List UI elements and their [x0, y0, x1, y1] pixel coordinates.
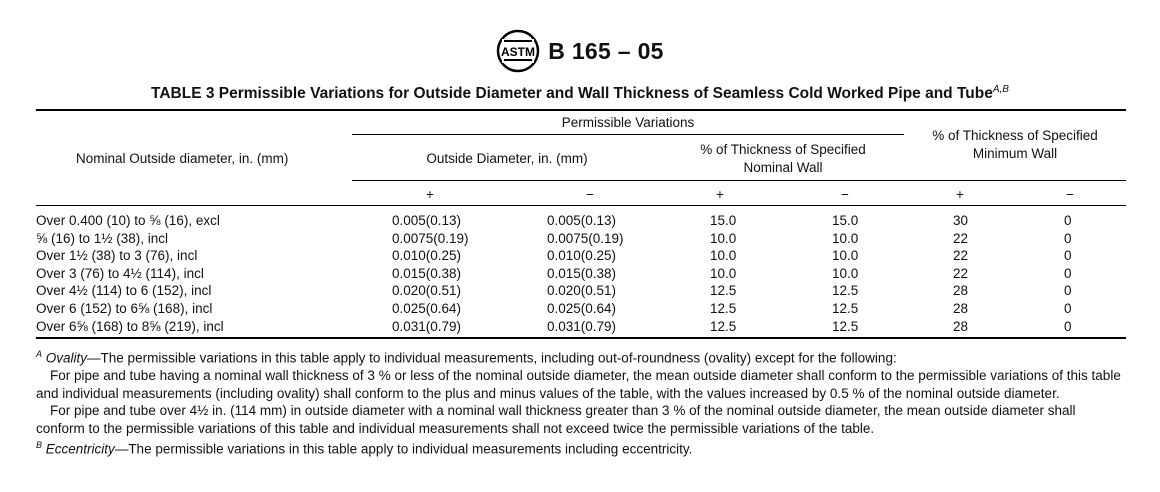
- table-cell-mw-minus: 0: [1064, 230, 1072, 246]
- table-cell-od-plus: 0.015(0.38): [392, 265, 462, 281]
- plus-minus-rule: [36, 205, 1126, 206]
- table-cell-nw-plus: 15.0: [710, 213, 737, 228]
- header-nw-minus: −: [841, 187, 849, 202]
- permissible-variations-rule: [352, 134, 904, 135]
- table-cell-od-minus: 0.0075(0.19): [547, 230, 624, 246]
- header-mw-plus: +: [956, 187, 964, 202]
- table-cell-nw-plus: 10.0: [710, 248, 737, 264]
- header-mw-minus: −: [1066, 187, 1074, 202]
- header-nw-plus: +: [716, 187, 724, 202]
- table-cell-mw-plus: 22: [953, 230, 969, 246]
- astm-logo-icon: [496, 29, 540, 73]
- table-cell-mw-minus: 0: [1064, 248, 1072, 264]
- footnote-b-marker: B: [36, 440, 43, 451]
- table-cell-nw-plus: 12.5: [710, 283, 737, 299]
- table-cell-nw-minus: 10.0: [832, 265, 859, 281]
- table-cell-nw-plus: 12.5: [710, 301, 737, 316]
- table-cell-od-minus: 0.025(0.64): [547, 301, 617, 316]
- table-cell-mw-plus: 28: [953, 318, 969, 334]
- table-cell-nw-minus: 12.5: [832, 301, 859, 316]
- header-minimum-wall-line1: % of Thickness of Specified: [932, 128, 1098, 143]
- table-cell-mw-plus: 28: [953, 301, 969, 316]
- footnote-b-title: Eccentricity: [45, 441, 115, 457]
- footnote-a-marker: A: [36, 349, 43, 359]
- table-cell-nw-minus: 10.0: [832, 248, 859, 264]
- table-title-text: TABLE 3 Permissible Variations for Outside Diameter and Wall Thickness of Seamless Cold Worked Pipe and Tube: [151, 85, 993, 103]
- header-nominal-diameter: Nominal Outside diameter, in. (mm): [76, 151, 289, 166]
- table-bottom-rule: [36, 337, 1126, 339]
- document-id: B 165 – 05: [548, 37, 664, 64]
- table-title-footnote-marker: A,B: [992, 84, 1009, 95]
- table-cell-mw-minus: 0: [1064, 301, 1072, 316]
- footnote-a-paragraph-1: For pipe and tube having a nominal wall thickness of 3 % or less of the nominal outside diameter, the mean outside diameter shall conform to the permissible variations of this table and individual measurements (including ovality) shall conform to the plus and minus values of the table, with the values increased by 0.5 % of the nominal outside diameter.: [36, 368, 1121, 401]
- svg-text:ASTM: ASTM: [501, 45, 536, 59]
- footnote-a-text: —The permissible variations in this table apply to individual measurements, including out-of-roundness (ovality) except for the following:: [87, 350, 897, 366]
- document-header: [0, 28, 1160, 74]
- table-cell-mw-minus: 0: [1064, 318, 1072, 334]
- header-od-plus: +: [426, 187, 434, 202]
- table-cell-od-plus: 0.025(0.64): [392, 301, 462, 316]
- table-cell-od-minus: 0.010(0.25): [547, 248, 617, 264]
- table-cell-nw-minus: 15.0: [832, 213, 859, 228]
- table-cell-od-plus: 0.010(0.25): [392, 248, 462, 264]
- header-outside-diameter: Outside Diameter, in. (mm): [426, 151, 588, 166]
- table-footnotes: [36, 346, 1126, 459]
- table-top-rule: [36, 109, 1126, 111]
- table-cell-mw-plus: 30: [953, 213, 969, 228]
- table-row-label: Over 0.400 (10) to ⅝ (16), excl: [36, 213, 220, 228]
- table-cell-od-minus: 0.005(0.13): [547, 213, 617, 228]
- footnote-a: [36, 346, 1126, 367]
- header-od-minus: −: [586, 187, 594, 202]
- header-nominal-wall-line1: % of Thickness of Specified: [700, 142, 866, 157]
- table-cell-nw-plus: 10.0: [710, 265, 737, 281]
- table-cell-mw-minus: 0: [1064, 283, 1072, 299]
- subheader-rule: [352, 180, 1126, 181]
- table-cell-mw-plus: 28: [953, 283, 969, 299]
- table-row-label: Over 6⅝ (168) to 8⅝ (219), incl: [36, 318, 224, 334]
- footnote-a-paragraph-2: For pipe and tube over 4½ in. (114 mm) in outside diameter with a nominal wall thickness greater than 3 % of the nominal outside diameter, the mean outside diameter shall conform to the permissible variations of this table and individual measurements shall not exceed twice the permissible variations of the table.: [36, 403, 1076, 436]
- table-row-label: Over 3 (76) to 4½ (114), incl: [36, 265, 204, 281]
- table-cell-od-plus: 0.005(0.13): [392, 213, 462, 228]
- table-cell-mw-plus: 22: [953, 248, 969, 264]
- table-cell-od-minus: 0.031(0.79): [547, 318, 617, 334]
- footnote-b: [36, 437, 1126, 458]
- table-row-label: Over 1½ (38) to 3 (76), incl: [36, 248, 198, 264]
- table-cell-od-plus: 0.031(0.79): [392, 318, 462, 334]
- table-cell-nw-plus: 12.5: [710, 318, 737, 334]
- table-cell-od-minus: 0.015(0.38): [547, 265, 617, 281]
- table-cell-nw-plus: 10.0: [710, 230, 737, 246]
- table-cell-od-plus: 0.0075(0.19): [392, 230, 469, 246]
- table-cell-nw-minus: 12.5: [832, 318, 859, 334]
- footnote-a-title: Ovality: [45, 350, 88, 366]
- table-cell-nw-minus: 10.0: [832, 230, 859, 246]
- footnote-b-text: —The permissible variations in this table apply to individual measurements including eccentricity.: [114, 441, 693, 457]
- header-minimum-wall-line2: Minimum Wall: [972, 146, 1058, 161]
- table-title: [0, 84, 1160, 103]
- table-cell-nw-minus: 12.5: [832, 283, 859, 299]
- table-row-label: ⅝ (16) to 1½ (38), incl: [36, 230, 169, 246]
- table-cell-mw-plus: 22: [953, 265, 969, 281]
- table-row-label: Over 4½ (114) to 6 (152), incl: [36, 283, 212, 299]
- header-nominal-wall-line2: Nominal Wall: [743, 160, 823, 175]
- table-cell-od-plus: 0.020(0.51): [392, 283, 462, 299]
- table-row-label: Over 6 (152) to 6⅝ (168), incl: [36, 301, 213, 316]
- table-cell-od-minus: 0.020(0.51): [547, 283, 617, 299]
- table-cell-mw-minus: 0: [1064, 213, 1072, 228]
- table-cell-mw-minus: 0: [1064, 265, 1072, 281]
- header-permissible-variations: Permissible Variations: [561, 115, 695, 130]
